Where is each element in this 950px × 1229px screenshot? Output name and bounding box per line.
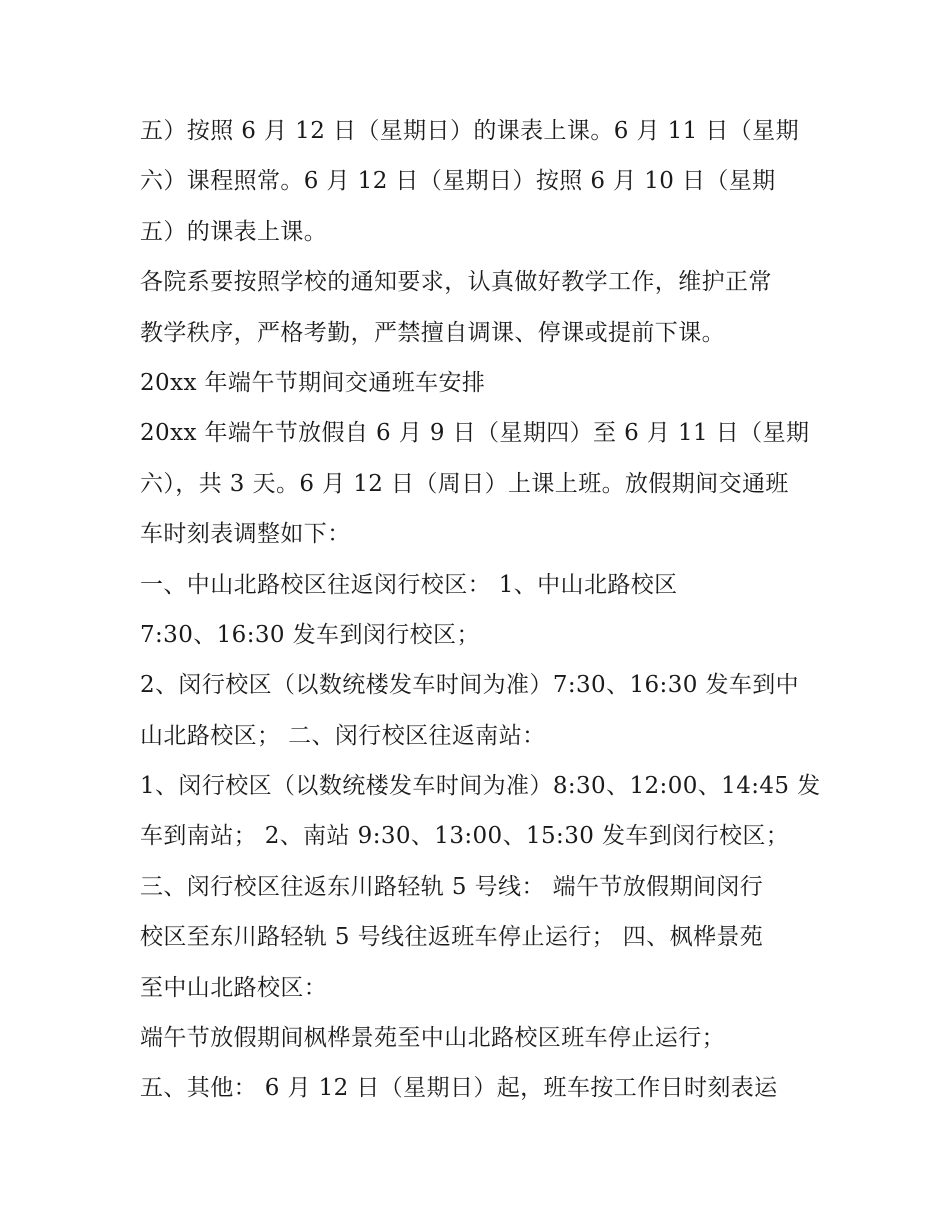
text-line-17: 校区至东川路轻轨 5 号线往返班车停止运行； 四、枫桦景苑 [140, 924, 764, 951]
text-line-9: 车时刻表调整如下： [140, 521, 351, 548]
text-line-15: 车到南站； 2、南站 9:30、13:00、15:30 发车到闵行校区； [140, 823, 790, 850]
section-heading: 20xx 年端午节期间交通班车安排 [140, 369, 486, 396]
text-line-2: 六）课程照常。6 月 12 日（星期日）按照 6 月 10 日（星期 [140, 168, 776, 195]
text-line-10: 一、中山北路校区往返闵行校区： 1、中山北路校区 [140, 571, 678, 598]
text-line-18: 至中山北路校区： [140, 974, 328, 1001]
text-line-20: 五、其他： 6 月 12 日（星期日）起，班车按工作日时刻表运 [140, 1075, 778, 1102]
text-line-19: 端午节放假期间枫桦景苑至中山北路校区班车停止运行； [140, 1025, 725, 1052]
text-line-3: 五）的课表上课。 [140, 218, 328, 245]
document-body [140, 106, 830, 1114]
text-line-12: 2、闵行校区（以数统楼发车时间为准）7:30、16:30 发车到中 [140, 672, 800, 699]
text-line-8: 六），共 3 天。6 月 12 日（周日）上课上班。放假期间交通班 [140, 470, 789, 497]
text-line-16: 三、闵行校区往返东川路轻轨 5 号线： 端午节放假期间闵行 [140, 873, 764, 900]
text-line-13: 山北路校区； 二、闵行校区往返南站： [140, 722, 546, 749]
text-line-1: 五）按照 6 月 12 日（星期日）的课表上课。6 月 11 日（星期 [140, 118, 799, 144]
text-line-11: 7:30、16:30 发车到闵行校区； [140, 621, 480, 648]
text-line-4: 各院系要按照学校的通知要求，认真做好教学工作，维护正常 [140, 269, 772, 296]
text-line-14: 1、闵行校区（以数统楼发车时间为准）8:30、12:00、14:45 发 [140, 773, 821, 800]
text-line-7: 20xx 年端午节放假自 6 月 9 日（星期四）至 6 月 11 日（星期 [140, 420, 810, 447]
text-line-5: 教学秩序，严格考勤，严禁擅自调课、停课或提前下课。 [140, 319, 725, 346]
